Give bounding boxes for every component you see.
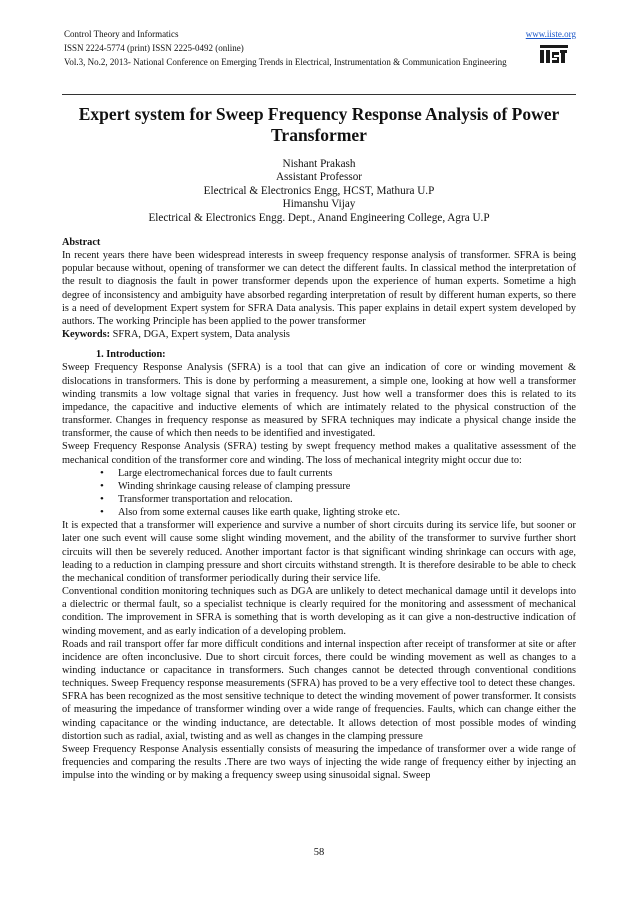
paper-body	[62, 236, 576, 782]
body-paragraph: Roads and rail transport offer far more difficult conditions and internal inspection after receipt of transformer at site or after incidence are often inconclusive. Due to short circuit forces, there could be winding movement as well as changes to a winding inductance or capacitance in transformers. Such changes cannot be detected through conventional conditions techniques. Sweep Frequency response measurements (SFRA) has proved to be a very effective tool to detect these changes.	[62, 638, 576, 690]
author-name: Himanshu Vijay	[282, 198, 356, 211]
iiste-logo	[538, 43, 570, 65]
issn-line: ISSN 2224-5774 (print) ISSN 2225-0492 (online)	[64, 43, 244, 53]
list-item: • Transformer transportation and relocation.	[62, 493, 576, 506]
journal-url-link[interactable]: www.iiste.org	[525, 29, 576, 39]
body-paragraph: Sweep Frequency Response Analysis essentially consists of measuring the impedance of transformer over a wide range of frequencies and comparing the results .There are two ways of injecting the wide range of frequency either by injecting an impulse into the winding or by making a frequency sweep using sinusoidal signal. Sweep	[62, 743, 576, 782]
body-paragraph: It is expected that a transformer will experience and survive a number of short circuits during its service life, but sooner or later one such event will cause some slight winding movement, and the ability of the transformer to survive further short circuits will then be severely reduced. Another important factor is that significant winding shrinkage can occurs with age, leading to a reduction in clamping pressure and short circuits withstand strength. It is therefore desirable to be able to check the mechanical condition of transformer periodically during their service life.	[62, 520, 576, 584]
abstract-text: In recent years there have been widespread interests in sweep frequency response analysis of transformer. SFRA is being popular because without, opening of transformer we can detect the different faults. In classical method the interpretation of the result to diagnosis the fault in power transformer depends upon the experience of human experts. Sometime a high degree of inconsistency and ambiguity have absorbed regarding interpretation of result by different human experts, so there is a need of development Expert system for SFRA Data analysis. This paper explains in detail expert system developed by authors. The working Principle has been applied to the power transformer	[62, 250, 576, 327]
author-position: Assistant Professor	[275, 171, 363, 184]
body-paragraph: Sweep Frequency Response Analysis (SFRA) testing by swept frequency method makes a qualitative assessment of the mechanical condition of the transformer core and winding. The loss of mechanical integrity might occur due to:	[62, 441, 576, 466]
body-paragraph: Sweep Frequency Response Analysis (SFRA) is a tool that can give an indication of core or winding movement & dislocations in transformers. This is done by performing a measurement, a simple one, looking at how well a transformer winding transmits a low voltage signal that varies in frequency. Just how well a transformer does this is related to its impedance, the capacitive and inductive elements of which are intimately related to the physical construction of the transformer. Changes in frequency response as measured by SFRA techniques may indicate a physical change inside the transformer, the cause of which then needs to be identified and investigated.	[62, 362, 576, 440]
volume-line: Vol.3, No.2, 2013- National Conference on Emerging Trends in Electrical, Instrumentation & Communication Engineering	[64, 57, 507, 67]
author-name: Nishant Prakash	[282, 158, 356, 170]
section-heading: 1. Introduction:	[96, 349, 166, 361]
iiste-logo-icon	[538, 43, 570, 65]
page-number: 58	[313, 847, 325, 858]
author-block	[64, 158, 574, 225]
cause-list	[62, 467, 576, 520]
author-affiliation: Electrical & Electronics Engg, HCST, Mathura U.P	[203, 184, 435, 197]
paper-title: Expert system for Sweep Frequency Response Analysis of Power Transformer	[78, 104, 560, 145]
author-affiliation: Electrical & Electronics Engg. Dept., Anand Engineering College, Agra U.P	[148, 211, 490, 224]
body-paragraph: SFRA has been recognized as the most sensitive technique to detect the winding movement of power transformer. It consists of measuring the impedance of transformer winding over a wide range of frequencies. Faults, which can change either the winding capacitance or the winding inductance, are detectable. It allows detection of most possible modes of winding distortion such as radial, axial, twisting and as well as changes in the clamping pressure	[62, 691, 576, 742]
keywords-text: SFRA, DGA, Expert system, Data analysis	[110, 329, 290, 341]
abstract-heading: Abstract	[62, 237, 101, 248]
list-item: • Also from some external causes like earth quake, lighting stroke etc.	[62, 506, 576, 519]
keywords-label: Keywords:	[62, 329, 111, 341]
body-paragraph: Conventional condition monitoring techniques such as DGA are unlikely to detect mechanical damage until it develops into a dielectric or thermal fault, so a specialist technique is clearly required for the monitoring and assessment of mechanical condition. The improvement in SFRA is something that is worth developing as it can give a non-destructive indication of winding movement, and as early indication of a developing problem.	[62, 586, 576, 637]
journal-name: Control Theory and Informatics	[64, 29, 179, 39]
list-item: • Winding shrinkage causing release of clamping pressure	[62, 480, 576, 493]
keywords-line	[62, 328, 576, 341]
list-item: • Large electromechanical forces due to fault currents	[62, 467, 576, 480]
header-divider	[62, 94, 576, 95]
